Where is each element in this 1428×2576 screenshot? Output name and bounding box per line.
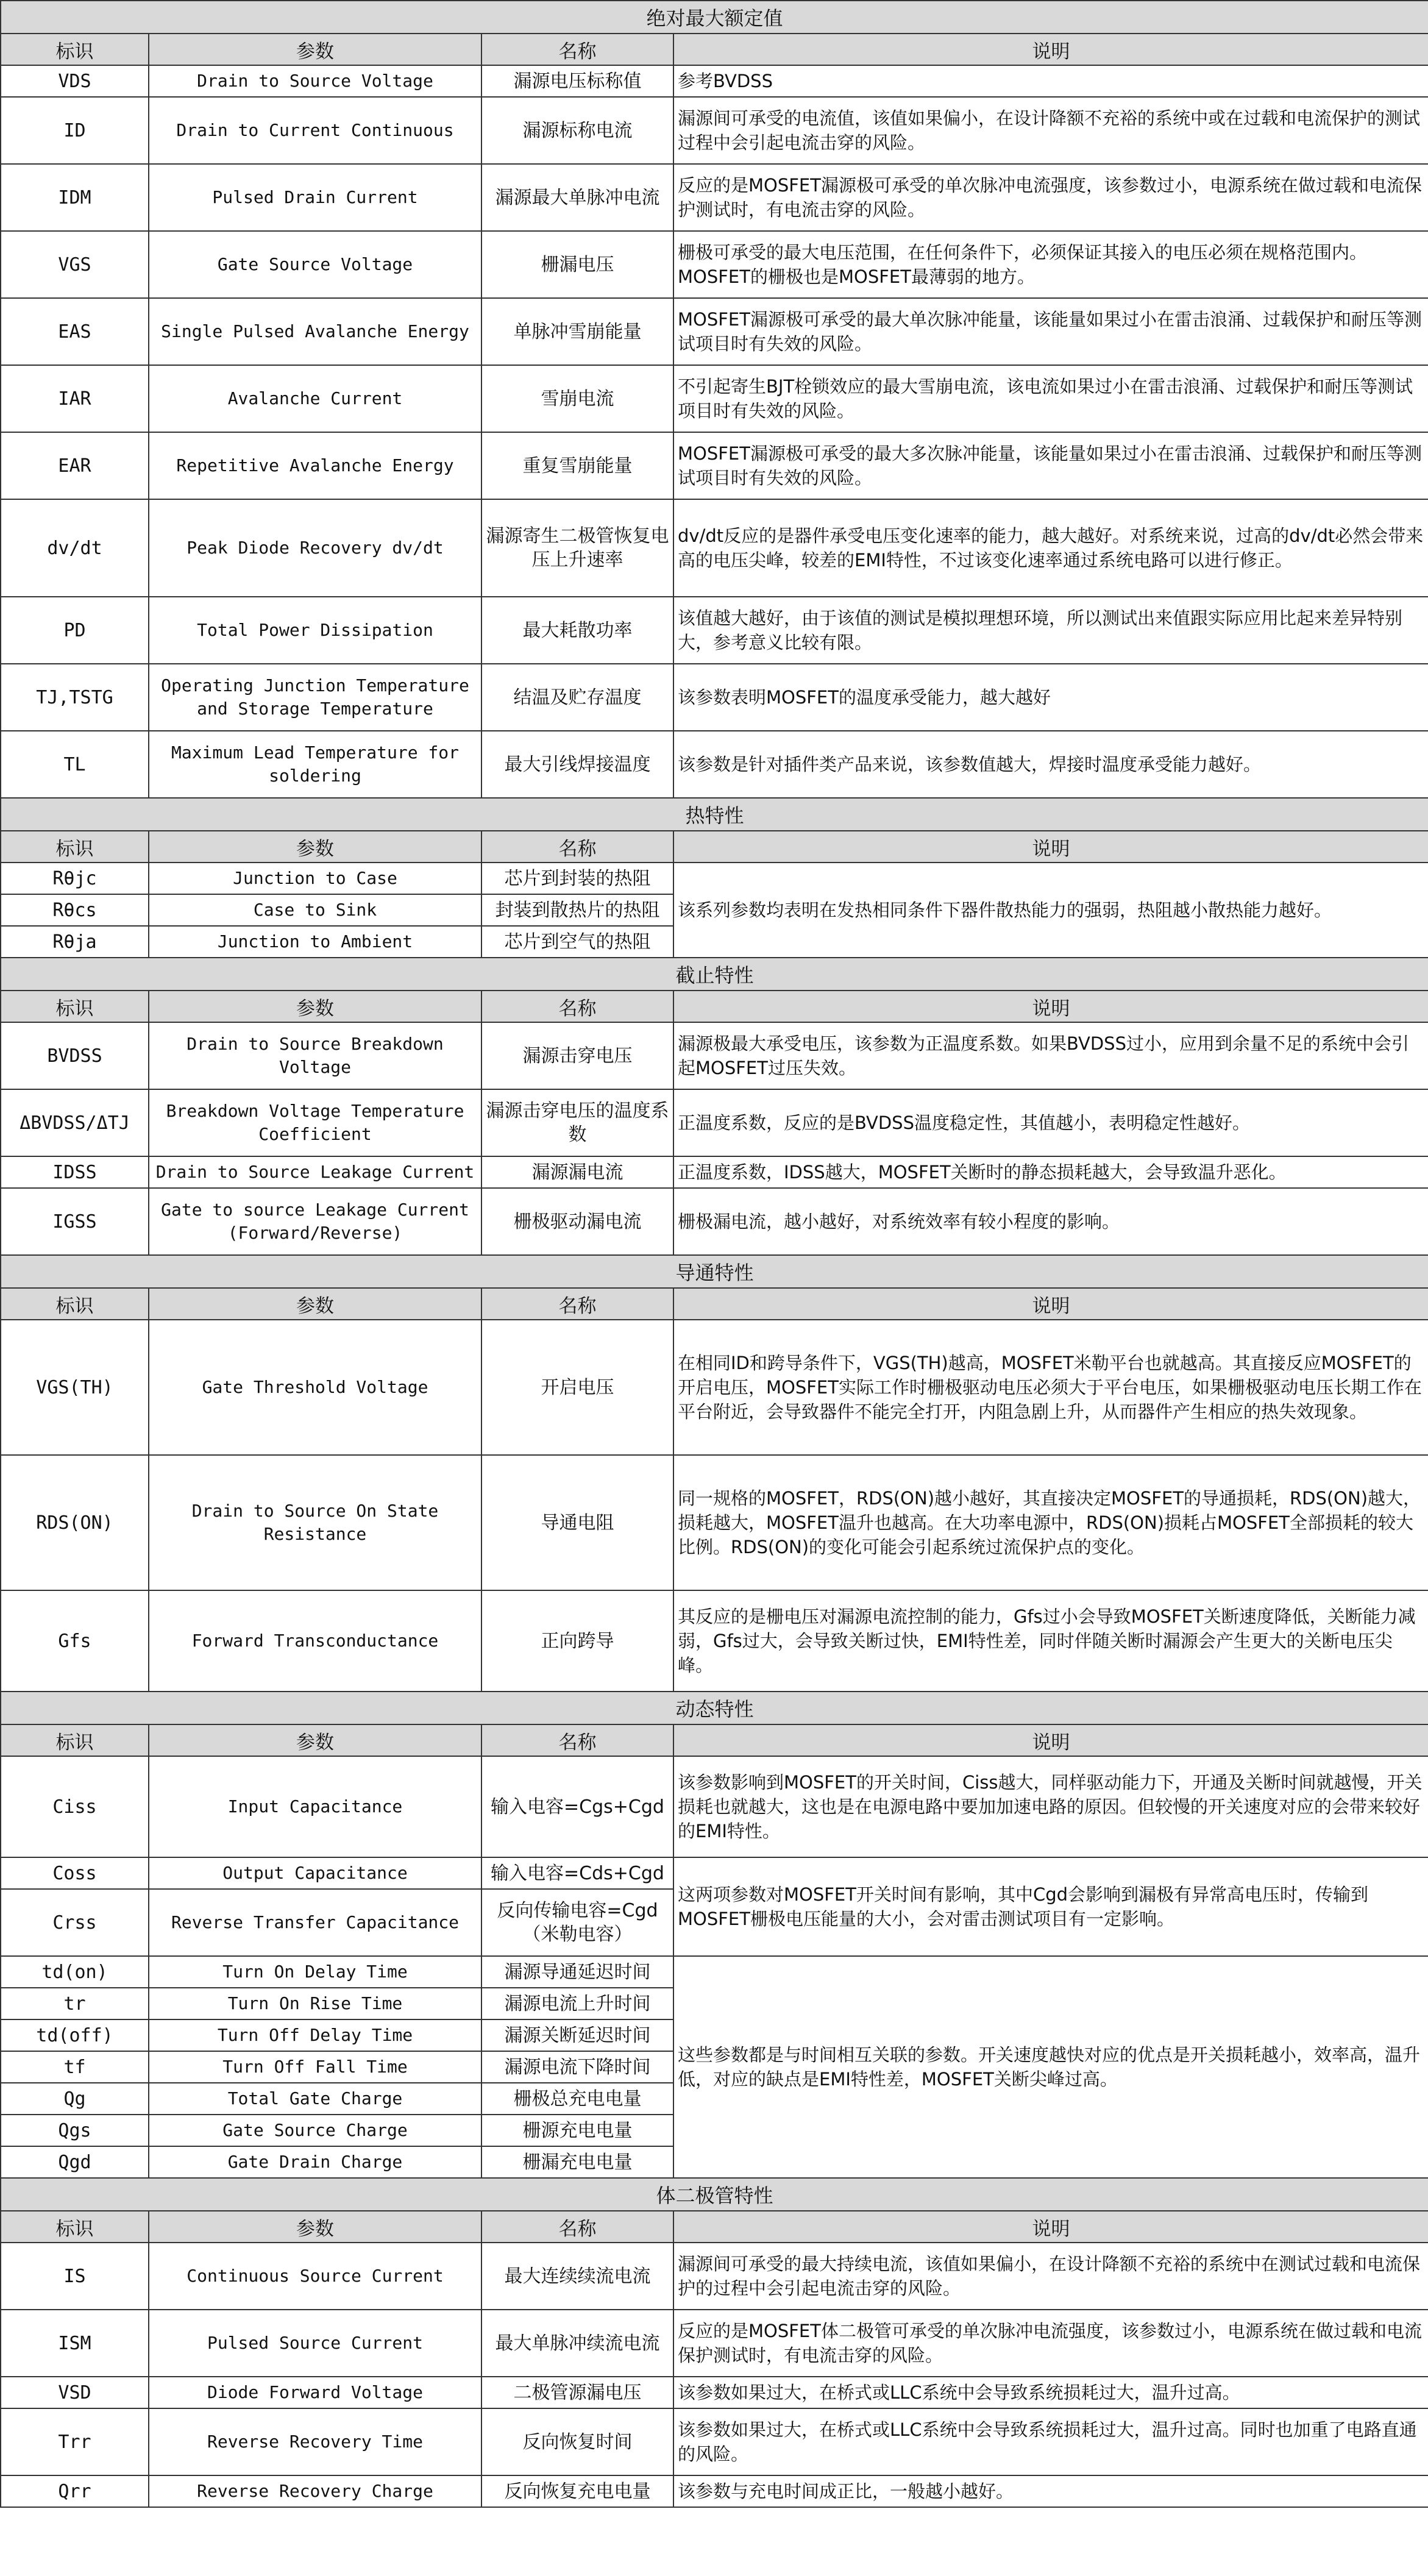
- cell-description: 该参数如果过大，在桥式或LLC系统中会导致系统损耗过大，温升过高。同时也加重了电路直通的风险。: [673, 2408, 1428, 2475]
- cell-parameter: Drain to Source Breakdown Voltage: [149, 1022, 481, 1089]
- header-parameter: 参数: [149, 2211, 481, 2243]
- table-row: [1, 1590, 1428, 1692]
- table-row: [1, 365, 1428, 432]
- header-symbol: 标识: [1, 34, 149, 65]
- cell-name: 漏源漏电流: [481, 1156, 673, 1188]
- cell-name: 漏源击穿电压的温度系数: [481, 1089, 673, 1156]
- table-row: [1, 432, 1428, 499]
- cell-parameter: Avalanche Current: [149, 365, 481, 432]
- section-title-row: [1, 1255, 1428, 1288]
- cell-symbol: VGS: [1, 231, 149, 298]
- table-row: [1, 2377, 1428, 2408]
- cell-description: MOSFET漏源极可承受的最大多次脉冲能量，该能量如果过小在雷击浪涌、过载保护和耐压等测试项目时有失效的风险。: [673, 432, 1428, 499]
- header-symbol: 标识: [1, 1288, 149, 1320]
- cell-description: MOSFET漏源极可承受的最大单次脉冲能量，该能量如果过小在雷击浪涌、过载保护和耐压等测试项目时有失效的风险。: [673, 298, 1428, 365]
- cell-parameter: Output Capacitance: [149, 1857, 481, 1889]
- cell-description: 在相同ID和跨导条件下，VGS(TH)越高，MOSFET米勒平台也就越高。其直接反应MOSFET的开启电压，MOSFET实际工作时栅极驱动电压必须大于平台电压，如果栅极驱动电压长期工作在平台附近，会导致器件不能完全打开，内阻急剧上升，从而器件产生相应的热失效现象。: [673, 1320, 1428, 1455]
- cell-name: 漏源电压标称值: [481, 65, 673, 97]
- cell-name: 二极管源漏电压: [481, 2377, 673, 2408]
- cell-name: 漏源关断延迟时间: [481, 2019, 673, 2051]
- cell-description: 正温度系数，反应的是BVDSS温度稳定性，其值越小，表明稳定性越好。: [673, 1089, 1428, 1156]
- cell-symbol: Qgs: [1, 2115, 149, 2146]
- section-title-row: [1, 2178, 1428, 2211]
- header-description: 说明: [673, 1288, 1428, 1320]
- cell-description: 该系列参数均表明在发热相同条件下器件散热能力的强弱，热阻越小散热能力越好。: [673, 863, 1428, 958]
- cell-description: 同一规格的MOSFET，RDS(ON)越小越好，其直接决定MOSFET的导通损耗，RDS(ON)越大，损耗越大，MOSFET温升也越高。在大功率电源中，RDS(ON)损耗占MOSFET全部损耗的较大比例。RDS(ON)的变化可能会引起系统过流保护点的变化。: [673, 1455, 1428, 1590]
- section-title-row: [1, 1692, 1428, 1724]
- cell-description: 该参数是针对插件类产品来说，该参数值越大，焊接时温度承受能力越好。: [673, 731, 1428, 798]
- header-symbol: 标识: [1, 991, 149, 1022]
- cell-description: 该参数表明MOSFET的温度承受能力，越大越好: [673, 664, 1428, 731]
- section-title-row: [1, 798, 1428, 831]
- cell-symbol: IGSS: [1, 1188, 149, 1255]
- section-title: 动态特性: [1, 1692, 1428, 1724]
- table-row: [1, 1022, 1428, 1089]
- cell-name: 单脉冲雪崩能量: [481, 298, 673, 365]
- cell-name: 芯片到封装的热阻: [481, 863, 673, 894]
- cell-name: 输入电容=Cgs+Cgd: [481, 1756, 673, 1857]
- cell-name: 漏源最大单脉冲电流: [481, 164, 673, 231]
- cell-parameter: Pulsed Drain Current: [149, 164, 481, 231]
- cell-parameter: Reverse Transfer Capacitance: [149, 1889, 481, 1956]
- table-row: [1, 731, 1428, 798]
- column-header-row: [1, 1288, 1428, 1320]
- cell-parameter: Turn On Delay Time: [149, 1956, 481, 1988]
- cell-parameter: Junction to Ambient: [149, 926, 481, 958]
- cell-name: 雪崩电流: [481, 365, 673, 432]
- cell-description: 反应的是MOSFET体二极管可承受的单次脉冲电流强度，该参数过小，电源系统在做过载和电流保护测试时，有电流击穿的风险。: [673, 2310, 1428, 2377]
- section-title-row: [1, 1, 1428, 34]
- table-row: [1, 2310, 1428, 2377]
- table-row: [1, 499, 1428, 597]
- table-row: [1, 164, 1428, 231]
- table-row: [1, 2243, 1428, 2310]
- cell-description: 其反应的是栅电压对漏源电流控制的能力，Gfs过小会导致MOSFET关断速度降低，关断能力减弱，Gfs过大，会导致关断过快，EMI特性差，同时伴随关断时漏源会产生更大的关断电压尖峰。: [673, 1590, 1428, 1692]
- cell-symbol: tr: [1, 1988, 149, 2019]
- header-description: 说明: [673, 1724, 1428, 1756]
- cell-symbol: VSD: [1, 2377, 149, 2408]
- section-title: 热特性: [1, 798, 1428, 831]
- cell-symbol: TL: [1, 731, 149, 798]
- column-header-row: [1, 34, 1428, 65]
- cell-parameter: Reverse Recovery Time: [149, 2408, 481, 2475]
- cell-name: 封装到散热片的热阻: [481, 894, 673, 926]
- cell-symbol: BVDSS: [1, 1022, 149, 1089]
- column-header-row: [1, 831, 1428, 863]
- cell-parameter: Drain to Current Continuous: [149, 97, 481, 164]
- cell-name: 漏源击穿电压: [481, 1022, 673, 1089]
- cell-symbol: EAS: [1, 298, 149, 365]
- table-row: [1, 97, 1428, 164]
- cell-description: 该参数影响到MOSFET的开关时间，Ciss越大，同样驱动能力下，开通及关断时间就越慢，开关损耗也就越大，这也是在电源电路中要加加速电路的原因。但较慢的开关速度对应的会带来较好的EMI特性。: [673, 1756, 1428, 1857]
- cell-name: 反向恢复时间: [481, 2408, 673, 2475]
- cell-symbol: Trr: [1, 2408, 149, 2475]
- cell-name: 最大引线焊接温度: [481, 731, 673, 798]
- table-row: [1, 231, 1428, 298]
- header-description: 说明: [673, 831, 1428, 863]
- table-row: [1, 1320, 1428, 1455]
- cell-symbol: Ciss: [1, 1756, 149, 1857]
- cell-symbol: ISM: [1, 2310, 149, 2377]
- cell-symbol: ΔBVDSS/ΔTJ: [1, 1089, 149, 1156]
- cell-parameter: Turn Off Delay Time: [149, 2019, 481, 2051]
- column-header-row: [1, 991, 1428, 1022]
- header-name: 名称: [481, 34, 673, 65]
- cell-parameter: Continuous Source Current: [149, 2243, 481, 2310]
- cell-description: 这些参数都是与时间相互关联的参数。开关速度越快对应的优点是开关损耗越小，效率高，温升低，对应的缺点是EMI特性差，MOSFET关断尖峰过高。: [673, 1956, 1428, 2178]
- cell-description: 漏源间可承受的电流值，该值如果偏小，在设计降额不充裕的系统中或在过载和电流保护的测试过程中会引起电流击穿的风险。: [673, 97, 1428, 164]
- cell-symbol: ID: [1, 97, 149, 164]
- table-row: [1, 1089, 1428, 1156]
- header-name: 名称: [481, 1724, 673, 1756]
- cell-description: 反应的是MOSFET漏源极可承受的单次脉冲电流强度，该参数过小，电源系统在做过载和电流保护测试时，有电流击穿的风险。: [673, 164, 1428, 231]
- cell-description: 该参数与充电时间成正比，一般越小越好。: [673, 2475, 1428, 2507]
- cell-description: 漏源极最大承受电压，该参数为正温度系数。如果BVDSS过小，应用到余量不足的系统中会引起MOSFET过压失效。: [673, 1022, 1428, 1089]
- cell-symbol: Rθjc: [1, 863, 149, 894]
- header-name: 名称: [481, 831, 673, 863]
- section-title: 截止特性: [1, 958, 1428, 991]
- cell-description: 参考BVDSS: [673, 65, 1428, 97]
- table-row: [1, 597, 1428, 664]
- cell-symbol: IAR: [1, 365, 149, 432]
- cell-name: 栅漏充电电量: [481, 2146, 673, 2178]
- table-row: [1, 664, 1428, 731]
- table-row: [1, 65, 1428, 97]
- cell-parameter: Total Power Dissipation: [149, 597, 481, 664]
- cell-parameter: Maximum Lead Temperature for soldering: [149, 731, 481, 798]
- column-header-row: [1, 1724, 1428, 1756]
- cell-parameter: Breakdown Voltage Temperature Coefficient: [149, 1089, 481, 1156]
- cell-symbol: TJ,TSTG: [1, 664, 149, 731]
- cell-symbol: Rθcs: [1, 894, 149, 926]
- cell-description: 栅极漏电流，越小越好，对系统效率有较小程度的影响。: [673, 1188, 1428, 1255]
- cell-name: 反向恢复充电电量: [481, 2475, 673, 2507]
- cell-name: 栅漏电压: [481, 231, 673, 298]
- cell-description: 该值越大越好，由于该值的测试是模拟理想环境，所以测试出来值跟实际应用比起来差异特别大，参考意义比较有限。: [673, 597, 1428, 664]
- cell-parameter: Gate Drain Charge: [149, 2146, 481, 2178]
- cell-parameter: Drain to Source Leakage Current: [149, 1156, 481, 1188]
- header-parameter: 参数: [149, 831, 481, 863]
- cell-parameter: Gate to source Leakage Current (Forward/Reverse): [149, 1188, 481, 1255]
- cell-name: 导通电阻: [481, 1455, 673, 1590]
- cell-description: 漏源间可承受的最大持续电流，该值如果偏小，在设计降额不充裕的系统中在测试过载和电流保护的过程中会引起电流击穿的风险。: [673, 2243, 1428, 2310]
- cell-name: 漏源电流上升时间: [481, 1988, 673, 2019]
- cell-symbol: Qg: [1, 2083, 149, 2115]
- cell-name: 开启电压: [481, 1320, 673, 1455]
- cell-name: 栅源充电电量: [481, 2115, 673, 2146]
- header-symbol: 标识: [1, 831, 149, 863]
- table-row: [1, 1857, 1428, 1889]
- table-row: [1, 1455, 1428, 1590]
- cell-parameter: Pulsed Source Current: [149, 2310, 481, 2377]
- cell-name: 漏源寄生二极管恢复电压上升速率: [481, 499, 673, 597]
- cell-description: 不引起寄生BJT栓锁效应的最大雪崩电流，该电流如果过小在雷击浪涌、过载保护和耐压等测试项目时有失效的风险。: [673, 365, 1428, 432]
- cell-symbol: RDS(ON): [1, 1455, 149, 1590]
- header-name: 名称: [481, 2211, 673, 2243]
- cell-parameter: Reverse Recovery Charge: [149, 2475, 481, 2507]
- cell-symbol: Crss: [1, 1889, 149, 1956]
- table-row: [1, 863, 1428, 894]
- cell-description: 正温度系数，IDSS越大，MOSFET关断时的静态损耗越大，会导致温升恶化。: [673, 1156, 1428, 1188]
- cell-name: 结温及贮存温度: [481, 664, 673, 731]
- cell-parameter: Operating Junction Temperature and Storage Temperature: [149, 664, 481, 731]
- column-header-row: [1, 2211, 1428, 2243]
- header-symbol: 标识: [1, 2211, 149, 2243]
- cell-name: 最大连续续流电流: [481, 2243, 673, 2310]
- header-parameter: 参数: [149, 34, 481, 65]
- cell-parameter: Diode Forward Voltage: [149, 2377, 481, 2408]
- section-title: 体二极管特性: [1, 2178, 1428, 2211]
- cell-symbol: VDS: [1, 65, 149, 97]
- table-row: [1, 1188, 1428, 1255]
- table-row: [1, 2475, 1428, 2507]
- cell-parameter: Peak Diode Recovery dv/dt: [149, 499, 481, 597]
- cell-symbol: Gfs: [1, 1590, 149, 1692]
- header-parameter: 参数: [149, 1288, 481, 1320]
- table-row: [1, 298, 1428, 365]
- cell-name: 栅极总充电电量: [481, 2083, 673, 2115]
- table-row: [1, 2408, 1428, 2475]
- header-description: 说明: [673, 34, 1428, 65]
- cell-name: 输入电容=Cds+Cgd: [481, 1857, 673, 1889]
- cell-name: 最大单脉冲续流电流: [481, 2310, 673, 2377]
- cell-parameter: Repetitive Avalanche Energy: [149, 432, 481, 499]
- section-title-row: [1, 958, 1428, 991]
- table-row: [1, 1756, 1428, 1857]
- cell-parameter: Case to Sink: [149, 894, 481, 926]
- cell-parameter: Turn On Rise Time: [149, 1988, 481, 2019]
- cell-symbol: Qrr: [1, 2475, 149, 2507]
- section-title: 导通特性: [1, 1255, 1428, 1288]
- cell-name: 最大耗散功率: [481, 597, 673, 664]
- cell-symbol: td(on): [1, 1956, 149, 1988]
- cell-parameter: Gate Source Charge: [149, 2115, 481, 2146]
- cell-symbol: Coss: [1, 1857, 149, 1889]
- cell-parameter: Single Pulsed Avalanche Energy: [149, 298, 481, 365]
- cell-symbol: dv/dt: [1, 499, 149, 597]
- cell-name: 正向跨导: [481, 1590, 673, 1692]
- cell-symbol: VGS(TH): [1, 1320, 149, 1455]
- table-row: [1, 1956, 1428, 1988]
- cell-parameter: Gate Threshold Voltage: [149, 1320, 481, 1455]
- header-name: 名称: [481, 991, 673, 1022]
- cell-symbol: PD: [1, 597, 149, 664]
- cell-symbol: tf: [1, 2051, 149, 2083]
- cell-parameter: Input Capacitance: [149, 1756, 481, 1857]
- cell-name: 重复雪崩能量: [481, 432, 673, 499]
- cell-parameter: Total Gate Charge: [149, 2083, 481, 2115]
- cell-parameter: Junction to Case: [149, 863, 481, 894]
- cell-parameter: Drain to Source On State Resistance: [149, 1455, 481, 1590]
- cell-parameter: Drain to Source Voltage: [149, 65, 481, 97]
- cell-description: 栅极可承受的最大电压范围，在任何条件下，必须保证其接入的电压必须在规格范围内。MOSFET的栅极也是MOSFET最薄弱的地方。: [673, 231, 1428, 298]
- header-parameter: 参数: [149, 1724, 481, 1756]
- header-name: 名称: [481, 1288, 673, 1320]
- cell-parameter: Turn Off Fall Time: [149, 2051, 481, 2083]
- cell-description: dv/dt反应的是器件承受电压变化速率的能力，越大越好。对系统来说，过高的dv/dt必然会带来高的电压尖峰，较差的EMI特性，不过该变化速率通过系统电路可以进行修正。: [673, 499, 1428, 597]
- header-description: 说明: [673, 991, 1428, 1022]
- table-row: [1, 1156, 1428, 1188]
- cell-symbol: Rθja: [1, 926, 149, 958]
- cell-symbol: IDSS: [1, 1156, 149, 1188]
- cell-name: 芯片到空气的热阻: [481, 926, 673, 958]
- section-title: 绝对最大额定值: [1, 1, 1428, 34]
- cell-symbol: IDM: [1, 164, 149, 231]
- cell-description: 这两项参数对MOSFET开关时间有影响，其中Cgd会影响到漏极有异常高电压时，传输到MOSFET栅极电压能量的大小，会对雷击测试项目有一定影响。: [673, 1857, 1428, 1956]
- header-description: 说明: [673, 2211, 1428, 2243]
- cell-symbol: Qgd: [1, 2146, 149, 2178]
- cell-symbol: td(off): [1, 2019, 149, 2051]
- cell-name: 漏源电流下降时间: [481, 2051, 673, 2083]
- cell-name: 栅极驱动漏电流: [481, 1188, 673, 1255]
- cell-name: 漏源标称电流: [481, 97, 673, 164]
- header-parameter: 参数: [149, 991, 481, 1022]
- cell-name: 漏源导通延迟时间: [481, 1956, 673, 1988]
- cell-parameter: Gate Source Voltage: [149, 231, 481, 298]
- cell-description: 该参数如果过大，在桥式或LLC系统中会导致系统损耗过大，温升过高。: [673, 2377, 1428, 2408]
- cell-parameter: Forward Transconductance: [149, 1590, 481, 1692]
- cell-symbol: IS: [1, 2243, 149, 2310]
- cell-symbol: EAR: [1, 432, 149, 499]
- cell-name: 反向传输电容=Cgd（米勒电容）: [481, 1889, 673, 1956]
- header-symbol: 标识: [1, 1724, 149, 1756]
